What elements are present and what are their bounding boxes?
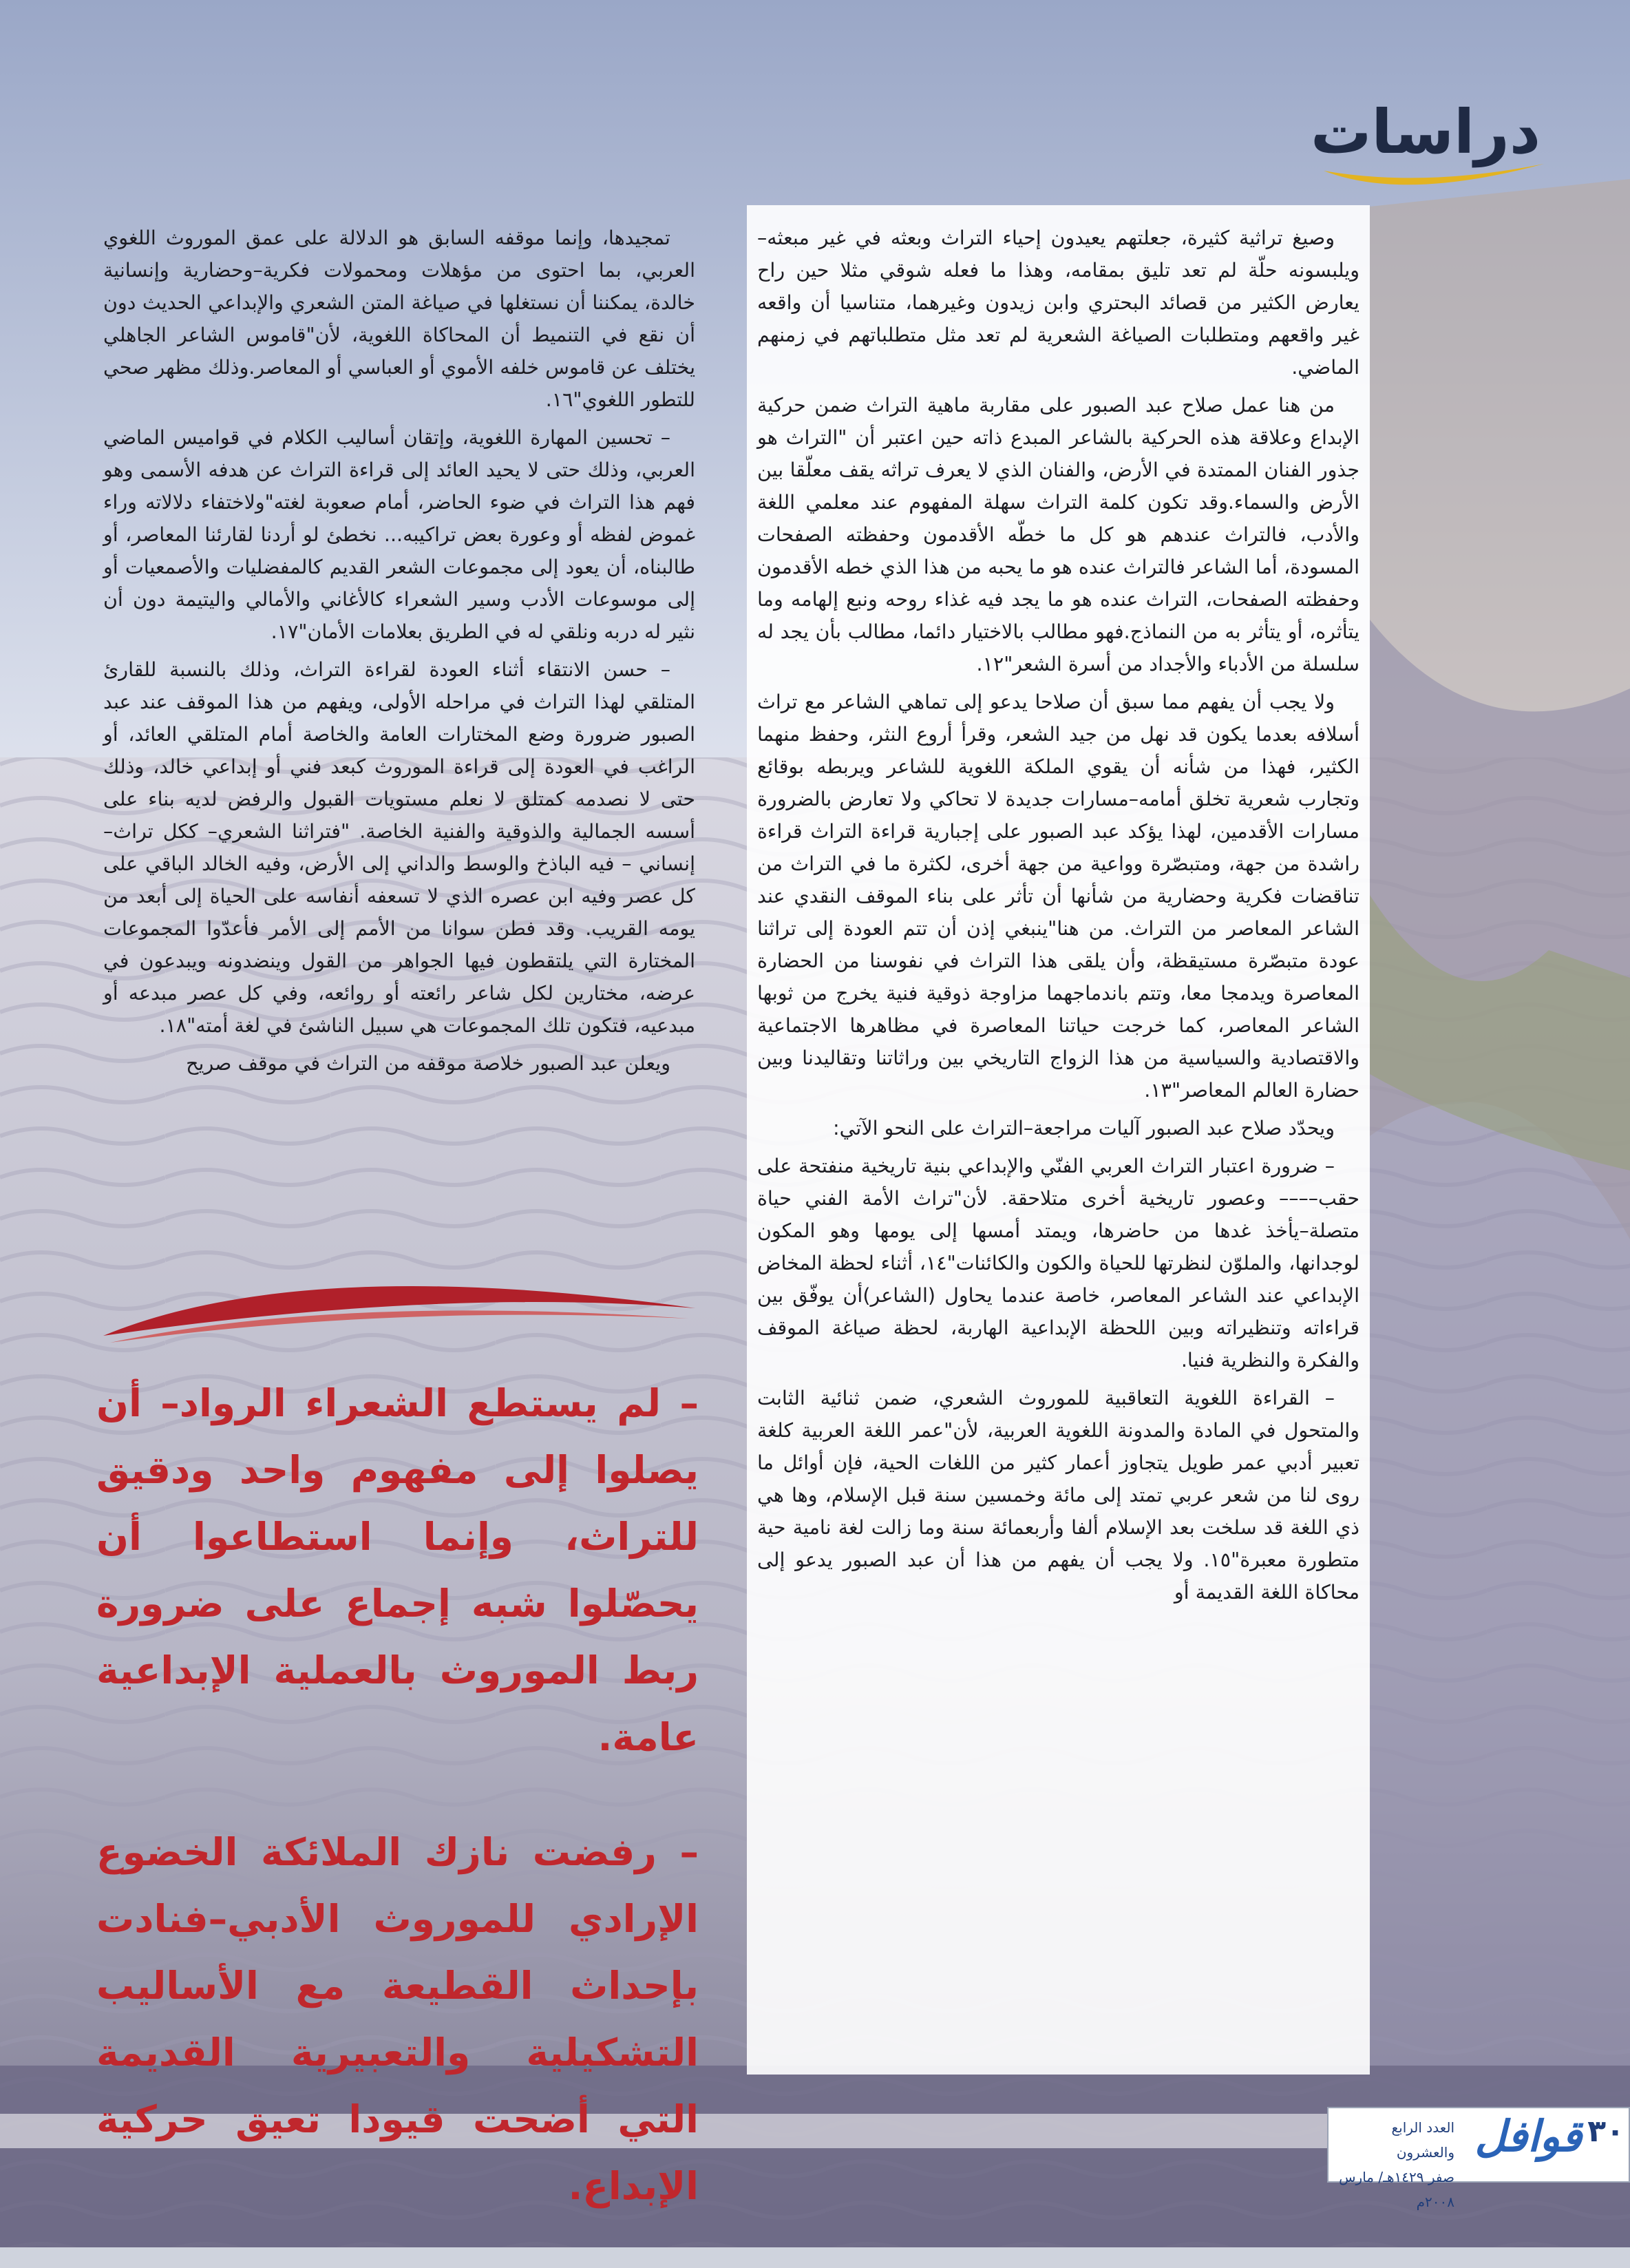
paragraph: تمجيدها، وإنما موقفه السابق هو الدلالة على عمق الموروث اللغوي العربي، بما احتوى من مؤهلات ومحمولات فكرية–وحضارية وإنسانية خالدة، يمكننا أن نستغلها في صياغة المتن الشعري والإبداعي الحديث دون أن نقع في التنميط أن المحاكاة اللغوية، لأن"قاموس الشاعر الجاهلي يختلف عن قاموس خلفه الأموي أو العباسي أو المعاصر.وذلك مظهر صحي للتطور اللغوي"١٦.	[103, 227, 695, 411]
pull-quote-swoosh-decoration	[96, 1267, 702, 1370]
pull-quote-paragraph: – رفضت نازك الملائكة الخضوع الإرادي للموروث الأدبي–فنادت بإحداث القطيعة مع الأساليب التشكيلية والتعبيرية القديمة التي أضحت قيودا تعيق حركية الإبداع.	[96, 1830, 699, 2208]
article-column-left	[103, 222, 695, 1085]
date-line: صفر ١٤٢٩هـ/ مارس ٢٠٠٨م	[1339, 2169, 1454, 2210]
paragraph: – القراءة اللغوية التعاقبية للموروث الشعري، ضمن ثنائية الثابت والمتحول في المادة والمدونة اللغوية العربية، لأن"عمر اللغة العربية كلغة تعبير أدبي عمر طويل يتجاوز أعمار كثير من اللغات الحية، فإن أوائل ما روى لنا من شعر عربي تمتد إلى مائة وخمسين سنة قبل الإسلام، وها هي ذي اللغة قد سلخت بعد الإسلام ألفا وأربعمائة سنة وما زالت لغة نامية حية متطورة معبرة"١٥. ولا يجب أن يفهم من هذا أن عبد الصبور يدعو إلى محاكاة اللغة القديمة أو	[757, 1387, 1359, 1604]
paragraph: – حسن الانتقاء أثناء العودة لقراءة التراث، وذلك بالنسبة للقارئ المتلقي لهذا التراث في مراحله الأولى، ويفهم من هذا الموقف عند عبد الصبور ضرورة وضع المختارات العامة والخاصة أمام المتلقي العائد، أو الراغب في العودة إلى قراءة الموروث كبعد فني أو إبداعي خالد، وذلك حتى لا نصدمه كمتلق لا نعلم مستويات القبول والرفض لديه بناء على أسسه الجمالية والذوقية والفنية الخاصة. "فتراثنا الشعري– ككل تراث– إنساني – فيه الباذخ والوسط والداني إلى الأرض، وفيه الخالد الباقي على كل عصر وفيه ابن عصره الذي لا تسعفه أنفاسه على الحياة إلى أبعد من يومه القريب. وقد فطن سوانا من الأمم إلى الأمر فأعدّوا المجموعات المختارة التي يلتقطون فيها الجواهر من القول وينضدونه ويبدعون في عرضه، مختارين لكل شاعر رائعته أو روائعه، وفي كل عصر مبدعه أو مبدعيه، فتكون تلك المجموعات هي سبيل الناشئ في لغة أمته"١٨.	[103, 658, 695, 1037]
paragraph: ويعلن عبد الصبور خلاصة موقفه من التراث في موقف صريح	[186, 1052, 670, 1075]
paragraph: وصيغ تراثية كثيرة، جعلتهم يعيدون إحياء التراث وبعثه في غير مبعثه–ويلبسونه حلّة لم تعد تليق بمقامه، وهذا ما فعله شوقي مثلا حين راح يعارض الكثير من قصائد البحتري وابن زيدون وغيرهما، متناسيا أن واقعه غير واقعهم ومتطلبات الصياغة الشعرية لم تعد مثل متطلباتهم في زمنهم الماضي.	[757, 227, 1359, 379]
paragraph: من هنا عمل صلاح عبد الصبور على مقاربة ماهية التراث ضمن حركية الإبداع وعلاقة هذه الحركية بالشاعر المبدع ذاته حين اعتبر أن "التراث هو جذور الفنان الممتدة في الأرض، والفنان الذي لا يعرف تراثه يقف معلّقا بين الأرض والسماء.وقد تكون كلمة التراث سهلة المفهوم عند معلمي اللغة والأدب، فالتراث عندهم هو كل ما خطّه الأقدمون وحفظته الصفحات المسودة، أما الشاعر فالتراث عنده هو ما يحبه من هذا الذي خطه الأقدمون وحفظته الصفحات، التراث عنده هو ما يجد فيه غذاء روحه ونبع إلهامه وما يتأثره، أو يتأثر به من النماذج.فهو مطالب بالاختيار دائما، مطالب بأن يجد له سلسلة من الأدباء والأجداد من أسرة الشعر"١٢.	[757, 394, 1359, 675]
pull-quote-paragraph: – لم يستطع الشعراء الرواد– أن يصلوا إلى مفهوم واحد ودقيق للتراث، وإنما استطاعوا أن يحصّلوا شبه إجماع على ضرورة ربط الموروث بالعملية الإبداعية عامة.	[96, 1381, 699, 1759]
section-title: دراسات	[1311, 96, 1541, 167]
title-swoosh-decoration	[1320, 150, 1547, 191]
pull-quote	[96, 1370, 699, 2268]
magazine-logo: قوافل	[1474, 2111, 1582, 2161]
page-number: ٣٠	[1587, 2114, 1624, 2149]
paragraph: – ضرورة اعتبار التراث العربي الفنّي والإبداعي بنية تاريخية منفتحة على حقب–––– وعصور تاريخية أخرى متلاحقة. لأن"تراث الأمة الفني حياة متصلة–يأخذ غدها من حاضرها، ويمتد أمسها إلى يومها وهو المكون لوجدانها، والملوّن لنظرتها للحياة والكون والكائنات"١٤، أثناء لحظة المخاض الإبداعي عند الشاعر المعاصر، خاصة عندما يحاول (الشاعر)أن يوفّق بين قراءاته وتنظيراته وبين اللحظة الإبداعية الهاربة، لحظة صياغة الموقف والفكرة والنظرية فنيا.	[757, 1155, 1359, 1372]
issue-info	[1331, 2115, 1454, 2214]
paragraph: – تحسين المهارة اللغوية، وإتقان أساليب الكلام في قواميس الماضي العربي، وذلك حتى لا يحيد العائد إلى قراءة التراث عن هدفه الأسمى وهو فهم هذا التراث في ضوء الحاضر، أمام صعوبة لغته"ولاختفاء دلالاته وراء غموض لفظه أو وعورة بعض تراكيبه... نخطئ لو أردنا لقارئنا المعاصر، أو طالبناه، أن يعود إلى مجموعات الشعر القديم كالمفضليات والأصمعيات أو إلى موسوعات الأدب وسير الشعراء كالأغاني والأمالي واليتيمة دون أن نثير له دربه ونلقي له في الطريق بعلامات الأمان"١٧.	[103, 426, 695, 643]
paragraph: ويحدّد صلاح عبد الصبور آليات مراجعة–التراث على النحو الآتي:	[833, 1117, 1335, 1140]
issue-line: العدد الرابع والعشرون	[1391, 2119, 1454, 2161]
paragraph: ولا يجب أن يفهم مما سبق أن صلاحا يدعو إلى تماهي الشاعر مع تراث أسلافه بعدما يكون قد نهل من جيد الشعر، وقرأ أروع النثر، وحفظ منهما الكثير، فهذا من شأنه أن يقوي الملكة اللغوية للشاعر ويربطه بوقائع وتجارب شعرية تخلق أمامه–مسارات جديدة لا تحاكي ولا تعارض بالضرورة مسارات الأقدمين، لهذا يؤكد عبد الصبور على إجبارية قراءة التراث قراءة راشدة من جهة، ومتبصّرة وواعية من جهة أخرى، لكثرة ما في التراث من تناقضات فكرية وحضارية من شأنها أن تأثر على بناء الموقف النقدي عند الشاعر المعاصر من التراث. من هنا"ينبغي إذن أن تتم العودة إلى تراثنا عودة متبصّرة مستيقظة، وأن يلقى هذا التراث في نفوسنا من الحضارة المعاصرة ويدمجا معا، وتتم باندماجهما مزاوجة ذوقية فنية يخرج من ثوبها الشاعر المعاصر، كما خرجت حياتنا المعاصرة في مظاهرها الاجتماعية والاقتصادية والسياسية من هذا الزواج التاريخي بين وراثاتنا وتقاليدنا وبين حضارة العالم المعاصر"١٣.	[757, 691, 1359, 1102]
article-column-right	[757, 222, 1359, 1614]
